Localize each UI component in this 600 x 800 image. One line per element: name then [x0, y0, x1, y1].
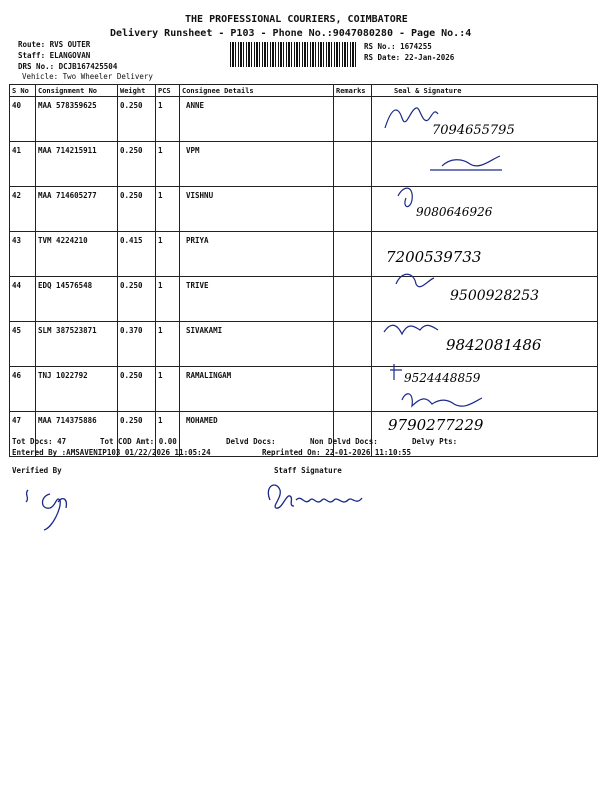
cell-pcs: 1 [156, 232, 180, 277]
handwritten-phone: 9842081486 [446, 336, 542, 354]
cell-sno: 45 [10, 322, 36, 367]
staff-signature-label: Staff Signature [274, 466, 342, 475]
cell-weight: 0.415 [118, 232, 156, 277]
signature-scribble [384, 325, 438, 334]
signature-scribble [390, 364, 402, 380]
verified-by-label: Verified By [12, 466, 62, 475]
cell-weight: 0.250 [118, 367, 156, 412]
cell-consignment: MAA 714375886 [36, 412, 118, 457]
cell-consignee: PRIYA [180, 232, 334, 277]
cell-sno: 43 [10, 232, 36, 277]
runsheet-subtitle: Delivery Runsheet - P103 - Phone No.:9047080280 - Page No.:4 [110, 28, 472, 39]
rs-date: RS Date: 22-Jan-2026 [364, 53, 455, 62]
total-docs: Tot Docs: 47 [12, 437, 67, 446]
route-label: Route: RVS OUTER [18, 40, 91, 49]
cell-pcs: 1 [156, 277, 180, 322]
signature-scribble [402, 394, 482, 406]
cell-consignee: SIVAKAMI [180, 322, 334, 367]
entered-by: Entered By :AMSAVENIP103 01/22/2026 11:05:24 [12, 448, 211, 457]
signature-scribble [398, 188, 412, 206]
col-seal-signature: Seal & Signature [372, 85, 598, 97]
col-remarks: Remarks [334, 85, 372, 97]
cell-weight: 0.370 [118, 322, 156, 367]
delivered-docs: Delvd Docs: [226, 437, 276, 446]
non-delivered-docs: Non Delvd Docs: [310, 437, 378, 446]
col-consignee: Consignee Details [180, 85, 334, 97]
handwritten-phone: 9500928253 [450, 288, 540, 304]
handwritten-phone: 9080646926 [416, 205, 493, 219]
cell-consignee: MOHAMED [180, 412, 334, 457]
cell-pcs: 1 [156, 322, 180, 367]
delivery-points: Delvy Pts: [412, 437, 458, 446]
cell-remarks [334, 322, 372, 367]
cell-remarks [334, 277, 372, 322]
cell-sno: 40 [10, 97, 36, 142]
cell-sno: 41 [10, 142, 36, 187]
col-weight: Weight [118, 85, 156, 97]
cell-consignment: MAA 714605277 [36, 187, 118, 232]
cell-weight: 0.250 [118, 97, 156, 142]
staff-label: Staff: ELANGOVAN [18, 51, 91, 60]
cell-consignment: MAA 714215911 [36, 142, 118, 187]
barcode [230, 42, 358, 67]
cell-remarks [334, 232, 372, 277]
total-cod-amount: Tot COD Amt: 0.00 [100, 437, 177, 446]
cell-pcs: 1 [156, 97, 180, 142]
cell-sno: 42 [10, 187, 36, 232]
cell-remarks [334, 142, 372, 187]
handwritten-phone: 9524448859 [404, 371, 481, 385]
rs-number: RS No.: 1674255 [364, 42, 432, 51]
handwritten-phone: 7200539733 [386, 248, 482, 266]
vehicle-label: Vehicle: Two Wheeler Delivery [22, 72, 153, 81]
cell-pcs: 1 [156, 187, 180, 232]
cell-consignee: VPM [180, 142, 334, 187]
cell-consignee: VISHNU [180, 187, 334, 232]
company-name: THE PROFESSIONAL COURIERS, COIMBATORE [185, 14, 408, 25]
cell-pcs: 1 [156, 142, 180, 187]
cell-sno: 46 [10, 367, 36, 412]
cell-consignee: RAMALINGAM [180, 367, 334, 412]
handwritten-phone: 7094655795 [432, 123, 515, 138]
col-pcs: PCS [156, 85, 180, 97]
signature-scribble [385, 108, 438, 128]
cell-consignee: TRIVE [180, 277, 334, 322]
handwritten-phone: 9790277229 [388, 416, 484, 434]
cell-consignment: SLM 387523871 [36, 322, 118, 367]
staff-signature-icon [262, 476, 372, 516]
cell-pcs: 1 [156, 412, 180, 457]
cell-consignment: TNJ 1022792 [36, 367, 118, 412]
col-consignment: Consignment No [36, 85, 118, 97]
cell-consignee: ANNE [180, 97, 334, 142]
handwritten-signatures [380, 100, 590, 440]
cell-weight: 0.250 [118, 142, 156, 187]
reprinted-on: Reprinted On: 22-01-2026 11:10:55 [262, 448, 412, 457]
cell-weight: 0.250 [118, 277, 156, 322]
cell-remarks [334, 187, 372, 232]
cell-remarks [334, 367, 372, 412]
cell-consignment: MAA 578359625 [36, 97, 118, 142]
cell-remarks [334, 97, 372, 142]
cell-consignment: TVM 4224210 [36, 232, 118, 277]
cell-weight: 0.250 [118, 412, 156, 457]
cell-weight: 0.250 [118, 187, 156, 232]
cell-sno: 47 [10, 412, 36, 457]
signature-scribble [396, 274, 434, 286]
table-header-row [10, 85, 598, 97]
cell-pcs: 1 [156, 367, 180, 412]
drs-number: DRS No.: DCJB167425504 [18, 62, 118, 71]
cell-sno: 44 [10, 277, 36, 322]
cell-consignment: EDQ 14576548 [36, 277, 118, 322]
signature-scribble [442, 156, 500, 166]
col-sno: S No [10, 85, 36, 97]
verifier-signature-icon [22, 478, 82, 538]
